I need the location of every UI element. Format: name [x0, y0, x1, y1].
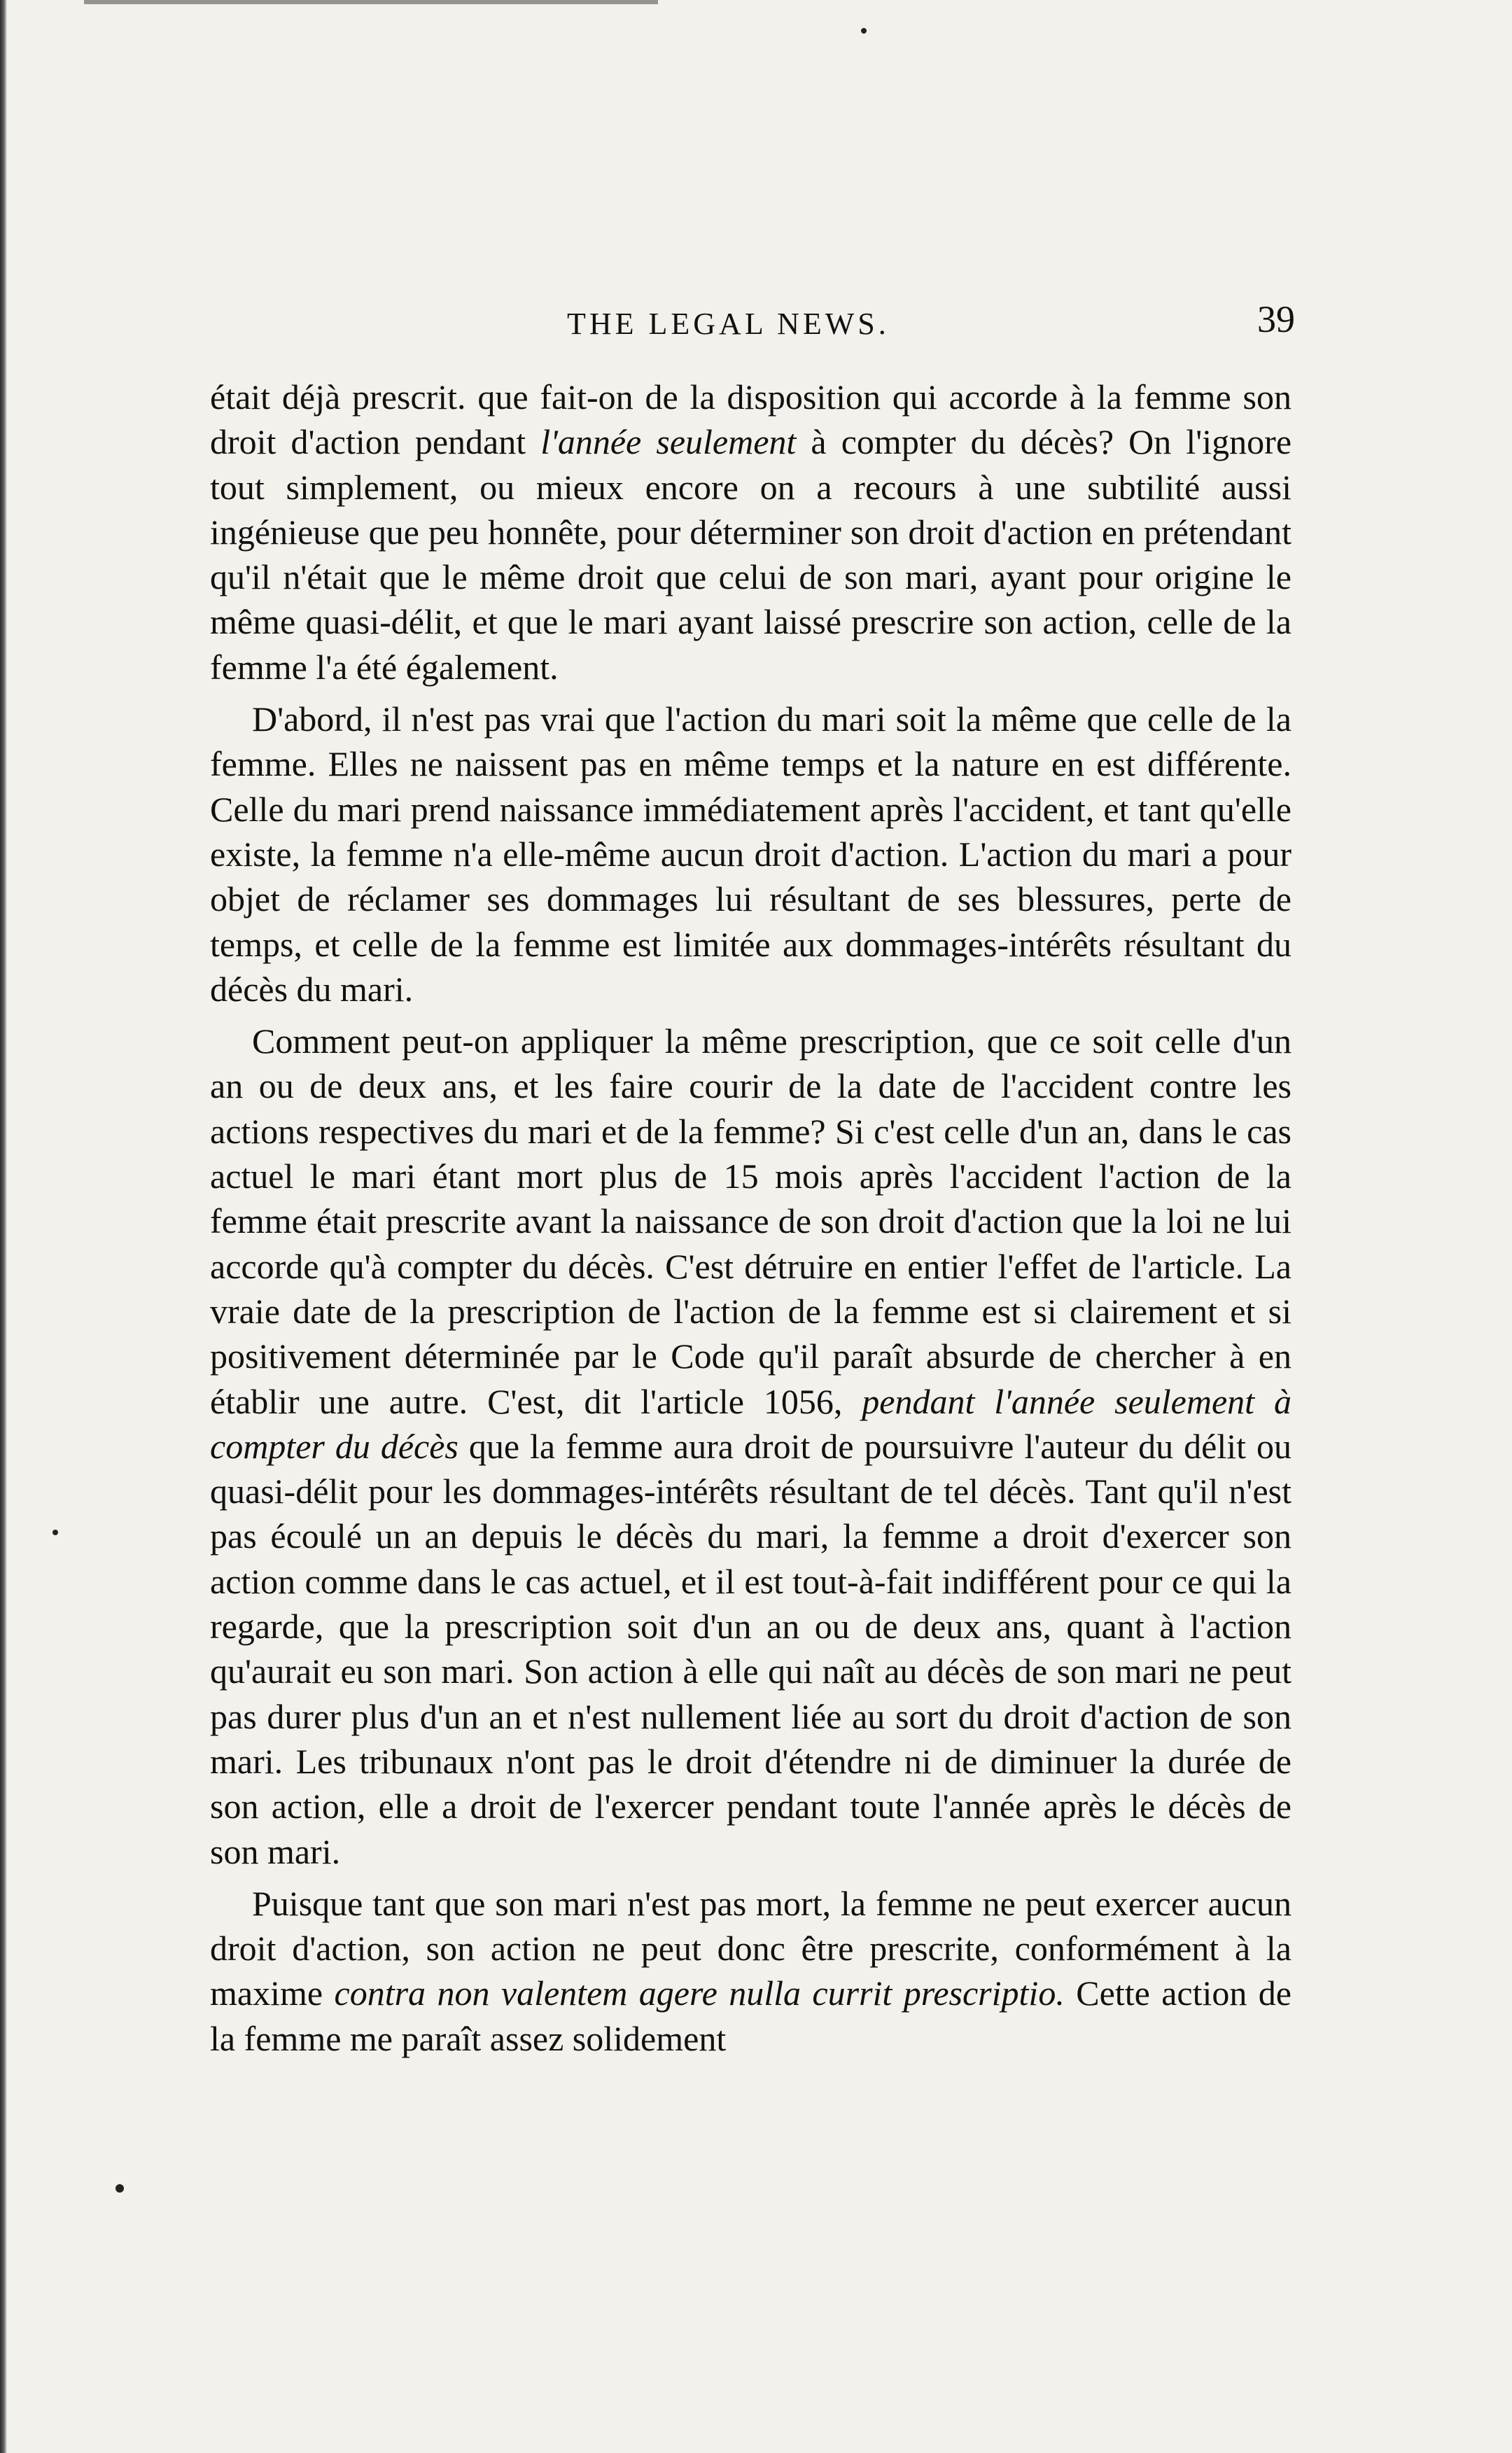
- paragraph-4: [210, 1881, 1292, 2061]
- scan-speck: [861, 28, 867, 34]
- text-segment: Puisque tant que son mari n'est pas mort, la femme ne peut exercer aucun droit d'action, son action ne peut donc être prescrite, conformément à la maxime: [210, 1883, 1292, 2013]
- page-number: 39: [1257, 298, 1295, 340]
- italic-segment: pendant l'année seulement à compter du décès: [210, 1381, 1292, 1466]
- text-segment: D'abord, il n'est pas vrai que l'action du mari soit la même que celle de la femme. Elles ne naissent pas en même temps et la nature en est différente. Celle du mari prend naissance immédiatement après l'accident, et tant qu'elle existe, la femme n'a elle-même aucun droit d'action. L'action du mari a pour objet de réclamer ses dommages lui résultant de ses blessures, perte de temps, et celle de la femme est limitée aux dommages-intérêts résultant du décès du mari.: [210, 699, 1292, 1009]
- italic-segment: contra non valentem agere nulla currit prescriptio.: [334, 1973, 1065, 2013]
- text-segment: Comment peut-on appliquer la même prescription, que ce soit celle d'un an ou de deux ans, et les faire courir de la date de l'accident contre les actions respectives du mari et de la femme? Si c'est celle d'un an, dans le cas actuel le mari étant mort plus de 15 mois après l'accident l'action de la femme était prescrite avant la naissance de son droit d'action que la loi ne lui accorde qu'à compter du décès. C'est détruire en entier l'effet de l'article. La vraie date de la prescription de l'action de la femme est si clairement et si positivement déterminée par le Code qu'il paraît absurde de chercher à en établir une autre. C'est, dit l'article 1056,: [210, 1021, 1292, 1421]
- scan-speck: [115, 2184, 124, 2193]
- page-header: [203, 298, 1295, 347]
- italic-segment: l'année seulement: [540, 422, 797, 462]
- page-top-edge: [84, 0, 658, 4]
- paragraph-1: [210, 375, 1292, 690]
- paragraph-2: [210, 697, 1292, 1012]
- page-binding-shadow: [0, 0, 7, 2453]
- text-segment: était déjà prescrit. que fait-on de la disposition qui accorde à la femme son droit d'action pendant: [210, 377, 1292, 462]
- text-segment: que la femme aura droit de poursuivre l'auteur du délit ou quasi-délit pour les dommages-intérêts résultant de tel décès. Tant qu'il n'est pas écoulé un an depuis le décès du mari, la femme a droit d'exercer son action comme dans le cas actuel, et il est tout-à-fait indifférent pour ce qui la regarde, que la prescription soit d'un an ou de deux ans, quant à l'action qu'aurait eu son mari. Son action à elle qui naît au décès de son mari ne peut pas durer plus d'un an et n'est nullement liée au sort du droit d'action de son mari. Les tribunaux n'ont pas le droit d'étendre ni de diminuer la durée de son action, elle a droit de l'exercer pendant toute l'année après le décès de son mari.: [210, 1426, 1292, 1871]
- scan-speck: [52, 1530, 58, 1535]
- text-segment: à compter du décès? On l'ignore tout simplement, ou mieux encore on a recours à une subtilité aussi ingénieuse que peu honnête, pour déterminer son droit d'action en prétendant qu'il n'était que le même droit que celui de son mari, ayant pour origine le même quasi-délit, et que le mari ayant laissé prescrire son action, celle de la femme l'a été également.: [210, 422, 1292, 687]
- text-column: [210, 375, 1292, 2068]
- text-segment: Cette action de la femme me paraît assez solidement: [210, 1973, 1292, 2058]
- paragraph-3: [210, 1019, 1292, 1874]
- running-head: THE LEGAL NEWS.: [567, 307, 890, 341]
